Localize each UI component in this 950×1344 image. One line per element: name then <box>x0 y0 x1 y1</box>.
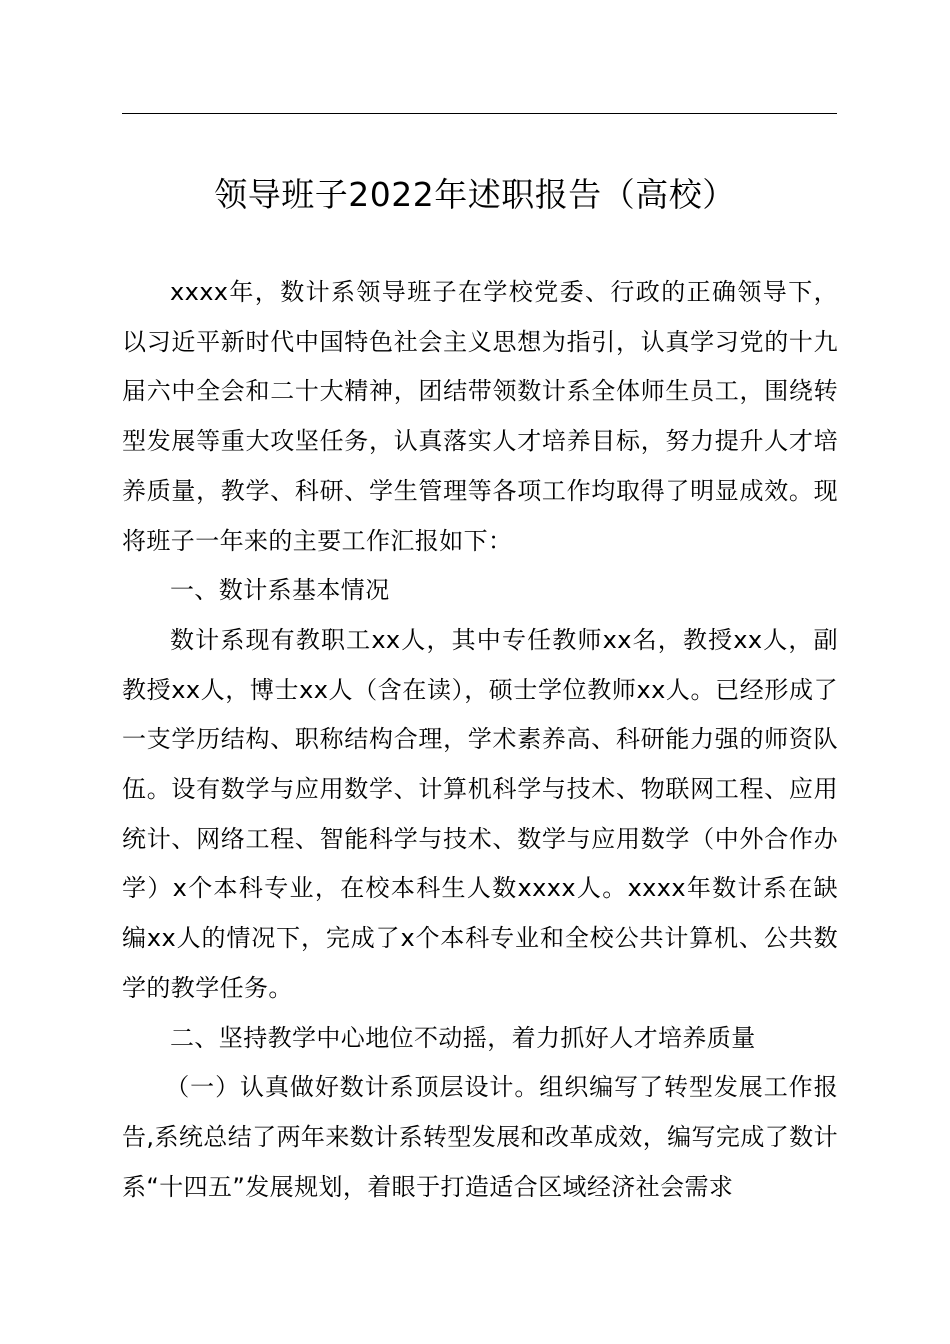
section-heading-2: 二、坚持教学中心地位不动摇，着力抓好人才培养质量 <box>170 1023 756 1052</box>
section-heading-1: 一、数计系基本情况 <box>170 576 390 605</box>
document-body <box>122 268 838 1212</box>
header-rule <box>122 113 837 114</box>
paragraph-top-design: （一）认真做好数计系顶层设计。组织编写了转型发展工作报告,系统总结了两年来数计系转型发展和改革成效，编写完成了数计系“十四五”发展规划，着眼于打造适合区域经济社会需求 <box>122 1073 838 1201</box>
paragraph-intro: xxxx年，数计系领导班子在学校党委、行政的正确领导下，以习近平新时代中国特色社会主义思想为指引，认真学习党的十九届六中全会和二十大精神，团结带领数计系全体师生员工，围绕转型发展等重大攻坚任务，认真落实人才培养目标，努力提升人才培养质量，教学、科研、学生管理等各项工作均取得了明显成效。现将班子一年来的主要工作汇报如下： <box>122 278 838 555</box>
paragraph-basic-info: 数计系现有教职工xx人，其中专任教师xx名，教授xx人，副教授xx人，博士xx人（含在读），硕士学位教师xx人。已经形成了一支学历结构、职称结构合理，学术素养高、科研能力强的师资队伍。设有数学与应用数学、计算机科学与技术、物联网工程、应用统计、网络工程、智能科学与技术、数学与应用数学（中外合作办学）x个本科专业，在校本科生人数xxxx人。xxxx年数计系在缺编xx人的情况下，完成了x个本科专业和全校公共计算机、公共数学的教学任务。 <box>122 625 838 1002</box>
document-title: 领导班子2022年述职报告（高校） <box>214 175 736 214</box>
